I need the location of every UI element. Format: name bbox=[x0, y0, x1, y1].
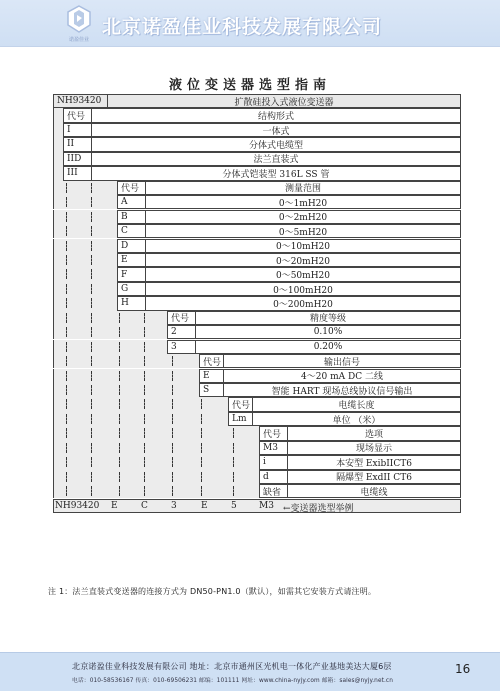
options-code-cell: 缺省 bbox=[259, 484, 287, 498]
structure-code-header: 代号 bbox=[63, 108, 91, 122]
table-divider-tick bbox=[66, 399, 67, 409]
table-row bbox=[53, 224, 461, 238]
table-divider-tick bbox=[119, 472, 120, 482]
table-stair-shade bbox=[53, 296, 117, 310]
header-band bbox=[0, 0, 500, 47]
options-code-cell: M3 bbox=[259, 441, 287, 455]
table-divider-tick bbox=[119, 428, 120, 438]
table-divider-tick bbox=[144, 356, 145, 366]
table-divider-tick bbox=[172, 486, 173, 496]
table-divider-tick bbox=[119, 414, 120, 424]
table-divider-tick bbox=[201, 428, 202, 438]
table-divider-tick bbox=[172, 414, 173, 424]
table-row bbox=[53, 426, 461, 440]
table-stair-shade bbox=[53, 354, 199, 368]
table-divider-tick bbox=[66, 457, 67, 467]
table-row bbox=[53, 340, 461, 354]
table-stair-shade bbox=[53, 123, 63, 137]
table-row bbox=[53, 267, 461, 281]
table-divider-tick bbox=[91, 255, 92, 265]
output-code-cell: S bbox=[199, 383, 223, 397]
example-code: 5 bbox=[231, 500, 237, 511]
table-divider-tick bbox=[91, 457, 92, 467]
table-divider-tick bbox=[91, 371, 92, 381]
table-row bbox=[53, 484, 461, 498]
table-divider-tick bbox=[91, 443, 92, 453]
range-code-cell: E bbox=[117, 253, 145, 267]
table-divider-tick bbox=[172, 428, 173, 438]
table-row bbox=[53, 181, 461, 195]
table-divider-tick bbox=[91, 197, 92, 207]
range-code-cell: A bbox=[117, 195, 145, 209]
cable-desc-header: 电缆长度 bbox=[252, 397, 461, 411]
table-stair-shade bbox=[53, 152, 63, 166]
table-divider-tick bbox=[119, 399, 120, 409]
table-divider-tick bbox=[91, 399, 92, 409]
table-divider-tick bbox=[66, 212, 67, 222]
table-stair-shade bbox=[53, 224, 117, 238]
table-row bbox=[53, 239, 461, 253]
table-stair-shade bbox=[53, 426, 259, 440]
structure-desc-cell: 一体式 bbox=[91, 123, 461, 137]
table-divider-tick bbox=[66, 356, 67, 366]
options-desc-cell: 现场显示 bbox=[287, 441, 461, 455]
table-divider-tick bbox=[119, 356, 120, 366]
table-row bbox=[53, 311, 461, 325]
example-label: ←变送器选型举例 bbox=[283, 503, 354, 514]
table-divider-tick bbox=[144, 385, 145, 395]
table-divider-tick bbox=[144, 371, 145, 381]
range-code-cell: B bbox=[117, 210, 145, 224]
example-code: E bbox=[111, 500, 118, 511]
footer-contact: 电话：010-58536167 传真：010-69506231 邮编：101111 网址：www.china-nyjy.com 邮箱：sales@nyjy.net.cn bbox=[72, 678, 393, 684]
table-divider-tick bbox=[119, 385, 120, 395]
table-divider-tick bbox=[91, 212, 92, 222]
table-row bbox=[53, 369, 461, 383]
table-divider-tick bbox=[66, 241, 67, 251]
table-divider-tick bbox=[91, 385, 92, 395]
table-divider-tick bbox=[201, 486, 202, 496]
footnote: 注 1：法兰直装式变送器的连接方式为 DN50-PN1.0（默认），如需其它安装方式请注明。 bbox=[48, 587, 377, 596]
structure-code-cell: II bbox=[63, 137, 91, 151]
table-stair-shade bbox=[53, 325, 167, 339]
range-code-cell: D bbox=[117, 239, 145, 253]
selection-table bbox=[53, 94, 461, 566]
table-row bbox=[53, 94, 461, 108]
table-stair-shade bbox=[53, 253, 117, 267]
table-divider-tick bbox=[91, 327, 92, 337]
table-divider-tick bbox=[119, 457, 120, 467]
table-divider-tick bbox=[144, 472, 145, 482]
table-divider-tick bbox=[119, 486, 120, 496]
table-divider-tick bbox=[201, 457, 202, 467]
range-desc-cell: 0～100mH20 bbox=[145, 282, 461, 296]
range-code-cell: F bbox=[117, 267, 145, 281]
table-stair-shade bbox=[53, 166, 63, 180]
table-stair-shade bbox=[53, 137, 63, 151]
range-code-header: 代号 bbox=[117, 181, 145, 195]
table-divider-tick bbox=[91, 356, 92, 366]
structure-desc-cell: 法兰直装式 bbox=[91, 152, 461, 166]
table-divider-tick bbox=[201, 414, 202, 424]
table-divider-tick bbox=[66, 226, 67, 236]
table-divider-tick bbox=[172, 472, 173, 482]
output-code-cell: E bbox=[199, 369, 223, 383]
table-divider-tick bbox=[66, 313, 67, 323]
table-divider-tick bbox=[66, 385, 67, 395]
table-divider-tick bbox=[233, 472, 234, 482]
table-divider-tick bbox=[144, 428, 145, 438]
table-divider-tick bbox=[201, 399, 202, 409]
table-divider-tick bbox=[91, 183, 92, 193]
cable-desc-cell: 单位 （米） bbox=[252, 412, 461, 426]
range-desc-cell: 0～10mH20 bbox=[145, 239, 461, 253]
table-stair-shade bbox=[53, 108, 63, 122]
output-desc-cell: 智能 HART 现场总线协议信号输出 bbox=[223, 383, 461, 397]
table-divider-tick bbox=[66, 428, 67, 438]
table-divider-tick bbox=[66, 284, 67, 294]
table-divider-tick bbox=[119, 443, 120, 453]
accuracy-desc-cell: 0.20% bbox=[195, 340, 461, 354]
table-row bbox=[53, 441, 461, 455]
page-number: 16 bbox=[455, 662, 471, 676]
table-row bbox=[53, 108, 461, 122]
table-row bbox=[53, 383, 461, 397]
table-row bbox=[53, 253, 461, 267]
table-divider-tick bbox=[233, 457, 234, 467]
range-desc-cell: 0～50mH20 bbox=[145, 267, 461, 281]
structure-code-cell: IID bbox=[63, 152, 91, 166]
structure-desc-cell: 分体式铠装型 316L SS 管 bbox=[91, 166, 461, 180]
table-divider-tick bbox=[91, 241, 92, 251]
table-divider-tick bbox=[91, 284, 92, 294]
table-divider-tick bbox=[172, 443, 173, 453]
table-divider-tick bbox=[172, 457, 173, 467]
table-divider-tick bbox=[66, 443, 67, 453]
accuracy-code-header: 代号 bbox=[167, 311, 195, 325]
example-code: C bbox=[141, 500, 148, 511]
product-name-cell: 扩散硅投入式液位变送器 bbox=[107, 94, 461, 108]
table-row bbox=[53, 282, 461, 296]
range-desc-cell: 0～1mH20 bbox=[145, 195, 461, 209]
model-number-cell: NH93420 bbox=[53, 94, 107, 108]
table-stair-shade bbox=[53, 455, 259, 469]
table-divider-tick bbox=[66, 197, 67, 207]
structure-desc-header: 结构形式 bbox=[91, 108, 461, 122]
table-divider-tick bbox=[66, 486, 67, 496]
table-divider-tick bbox=[172, 356, 173, 366]
table-divider-tick bbox=[201, 443, 202, 453]
table-divider-tick bbox=[66, 183, 67, 193]
structure-desc-cell: 分体式电缆型 bbox=[91, 137, 461, 151]
table-divider-tick bbox=[144, 342, 145, 352]
table-stair-shade bbox=[53, 311, 167, 325]
table-divider-tick bbox=[201, 472, 202, 482]
table-divider-tick bbox=[91, 269, 92, 279]
table-divider-tick bbox=[66, 327, 67, 337]
table-divider-tick bbox=[119, 371, 120, 381]
table-divider-tick bbox=[91, 342, 92, 352]
table-divider-tick bbox=[119, 313, 120, 323]
structure-code-cell: I bbox=[63, 123, 91, 137]
table-stair-shade bbox=[53, 267, 117, 281]
table-divider-tick bbox=[172, 399, 173, 409]
table-divider-tick bbox=[144, 486, 145, 496]
range-code-cell: H bbox=[117, 296, 145, 310]
table-divider-tick bbox=[144, 313, 145, 323]
footer-address: 北京诺盈佳业科技发展有限公司 地址：北京市通州区光机电一体化产业基地美达大厦6层 bbox=[72, 662, 392, 671]
table-divider-tick bbox=[91, 414, 92, 424]
table-divider-tick bbox=[91, 472, 92, 482]
range-desc-cell: 0～200mH20 bbox=[145, 296, 461, 310]
table-divider-tick bbox=[66, 298, 67, 308]
table-row bbox=[53, 152, 461, 166]
table-divider-tick bbox=[172, 371, 173, 381]
table-stair-shade bbox=[53, 181, 117, 195]
table-divider-tick bbox=[144, 327, 145, 337]
output-desc-header: 输出信号 bbox=[223, 354, 461, 368]
table-row bbox=[53, 195, 461, 209]
company-logo-icon bbox=[66, 5, 92, 39]
table-row bbox=[53, 123, 461, 137]
range-code-cell: C bbox=[117, 224, 145, 238]
table-divider-tick bbox=[91, 313, 92, 323]
table-row bbox=[53, 499, 461, 513]
accuracy-code-cell: 2 bbox=[167, 325, 195, 339]
table-stair-shade bbox=[53, 195, 117, 209]
accuracy-code-cell: 3 bbox=[167, 340, 195, 354]
table-row bbox=[53, 397, 461, 411]
table-divider-tick bbox=[91, 226, 92, 236]
table-stair-shade bbox=[53, 470, 259, 484]
table-divider-tick bbox=[144, 414, 145, 424]
page-title: 液位变送器选型指南 bbox=[168, 78, 331, 93]
range-desc-header: 测量范围 bbox=[145, 181, 461, 195]
table-divider-tick bbox=[233, 486, 234, 496]
example-code: 3 bbox=[171, 500, 177, 511]
options-code-cell: d bbox=[259, 470, 287, 484]
range-desc-cell: 0～5mH20 bbox=[145, 224, 461, 238]
table-divider-tick bbox=[144, 443, 145, 453]
table-row bbox=[53, 166, 461, 180]
range-desc-cell: 0～2mH20 bbox=[145, 210, 461, 224]
table-divider-tick bbox=[66, 269, 67, 279]
table-stair-shade bbox=[53, 340, 167, 354]
table-divider-tick bbox=[144, 399, 145, 409]
table-divider-tick bbox=[119, 327, 120, 337]
options-desc-cell: 电缆线 bbox=[287, 484, 461, 498]
table-row bbox=[53, 137, 461, 151]
table-divider-tick bbox=[233, 443, 234, 453]
accuracy-desc-cell: 0.10% bbox=[195, 325, 461, 339]
range-code-cell: G bbox=[117, 282, 145, 296]
options-desc-cell: 本安型 ExibIICT6 bbox=[287, 455, 461, 469]
example-code: NH93420 bbox=[55, 500, 100, 511]
options-code-header: 代号 bbox=[259, 426, 287, 440]
options-desc-cell: 隔爆型 ExdII CT6 bbox=[287, 470, 461, 484]
table-divider-tick bbox=[66, 371, 67, 381]
table-row bbox=[53, 296, 461, 310]
table-stair-shade bbox=[53, 484, 259, 498]
table-divider-tick bbox=[66, 472, 67, 482]
structure-code-cell: III bbox=[63, 166, 91, 180]
table-stair-shade bbox=[53, 210, 117, 224]
table-divider-tick bbox=[66, 342, 67, 352]
table-divider-tick bbox=[119, 342, 120, 352]
options-code-cell: i bbox=[259, 455, 287, 469]
table-divider-tick bbox=[66, 255, 67, 265]
company-name: 北京诺盈佳业科技发展有限公司 bbox=[102, 16, 383, 38]
table-divider-tick bbox=[144, 457, 145, 467]
table-divider-tick bbox=[91, 298, 92, 308]
accuracy-desc-header: 精度等级 bbox=[195, 311, 461, 325]
table-stair-shade bbox=[53, 441, 259, 455]
example-code: M3 bbox=[259, 500, 274, 511]
table-row bbox=[53, 210, 461, 224]
logo-text: 诺盈佳业 bbox=[68, 37, 89, 43]
table-stair-shade bbox=[53, 282, 117, 296]
range-desc-cell: 0～20mH20 bbox=[145, 253, 461, 267]
table-stair-shade bbox=[53, 239, 117, 253]
output-desc-cell: 4～20 mA DC 二线 bbox=[223, 369, 461, 383]
table-stair-shade bbox=[53, 383, 199, 397]
table-divider-tick bbox=[91, 486, 92, 496]
cable-code-header: 代号 bbox=[228, 397, 252, 411]
options-desc-header: 选项 bbox=[287, 426, 461, 440]
table-row bbox=[53, 354, 461, 368]
table-row bbox=[53, 470, 461, 484]
cable-code-cell: Lm bbox=[228, 412, 252, 426]
table-row bbox=[53, 412, 461, 426]
table-divider-tick bbox=[233, 428, 234, 438]
table-stair-shade bbox=[53, 369, 199, 383]
table-divider-tick bbox=[91, 428, 92, 438]
table-row bbox=[53, 455, 461, 469]
footer-band bbox=[0, 652, 500, 691]
output-code-header: 代号 bbox=[199, 354, 223, 368]
table-row bbox=[53, 325, 461, 339]
table-divider-tick bbox=[66, 414, 67, 424]
table-divider-tick bbox=[172, 385, 173, 395]
example-code: E bbox=[201, 500, 208, 511]
